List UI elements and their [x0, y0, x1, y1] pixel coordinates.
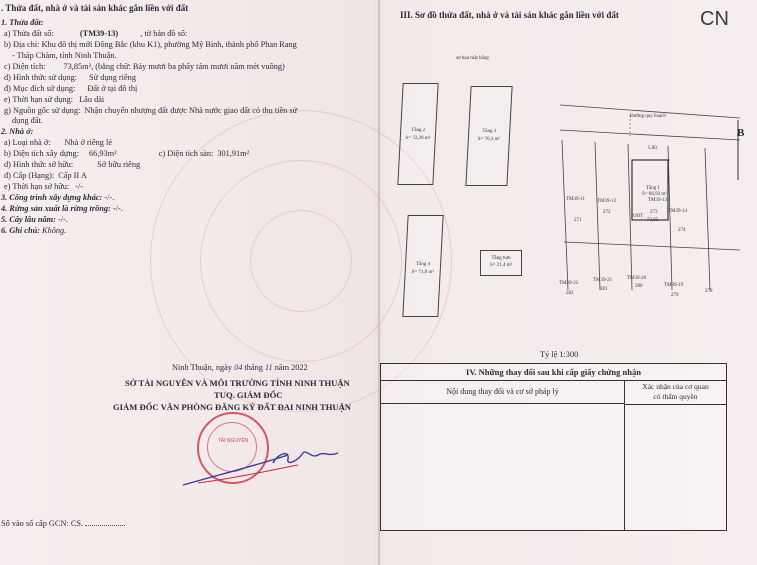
changes-table: [380, 363, 727, 531]
lot-odt: ODT: [633, 214, 644, 219]
changes-col-confirm: Xác nhận của cơ quan có thẩm quyền: [625, 381, 726, 405]
floor-4-plan: Tầng 4 S= 71,0 m²: [402, 215, 443, 317]
lot-label: 271: [574, 218, 582, 223]
house-build-area: b) Diện tích xây dựng: 66,93m² c) Diện tích sàn: 301,91m²: [4, 149, 250, 158]
issuing-department: SỞ TÀI NGUYÊN VÀ MÔI TRƯỜNG TỈNH NINH THUẬN: [125, 378, 350, 388]
land-address-cont: - Tháp Chàm, tỉnh Ninh Thuận.: [12, 51, 117, 60]
diagram-heading: III. Sơ đồ thửa đất, nhà ở và tài sản khác gắn liền với đất: [400, 10, 619, 20]
lot-label: TM39-12: [597, 199, 617, 204]
lot-number: 273: [650, 210, 658, 215]
perennial-trees: 5. Cây lâu năm: -/-.: [1, 215, 68, 224]
main-floor-area: S= 66,93 m²: [642, 192, 667, 197]
land-origin: g) Nguồn gốc sử dụng: Nhận chuyển nhượng đất được Nhà nước giao đất có thu tiền sử: [4, 106, 298, 115]
gcn-register-number: Số vào sổ cấp GCN: CS.: [1, 519, 125, 529]
signature: [178, 435, 348, 495]
floor-3-plan: Tầng 3 S= 70,3 m²: [465, 86, 512, 186]
house-type: a) Loại nhà ở: Nhà ở riêng lẻ: [4, 138, 113, 147]
lot-width: 5.00: [648, 146, 657, 151]
land-area: c) Diện tích: 73,85m², (bằng chữ: Bảy mươi ba phẩy tám mươi năm mét vuông): [4, 62, 285, 71]
land-address: b) Địa chỉ: Khu đô thị mới Đông Bắc (khu K1), phường Mỹ Bình, thành phố Phan Rang: [4, 40, 297, 49]
lot-label: 281: [600, 287, 608, 292]
land-use-purpose: đ) Mục đích sử dụng: Đất ở tại đô thị: [4, 84, 138, 93]
red-seal-stamp: TÀI NGUYÊN: [197, 412, 269, 484]
house-ownership: d) Hình thức sở hữu: Sở hữu riêng: [4, 160, 141, 169]
notes: 6. Ghi chú: Không.: [1, 226, 67, 235]
lot-label: TM39-11: [566, 197, 585, 202]
lot-label: 274: [678, 228, 686, 233]
watermark-ring: [250, 210, 352, 312]
other-constructions: 3. Công trình xây dựng khác: -/-.: [1, 193, 115, 202]
plan-title: sơ họa mặt bằng: [456, 56, 489, 61]
lot-label: 279: [671, 293, 679, 298]
lot-label: 280: [635, 284, 643, 289]
section-heading: . Thửa đất, nhà ở và tài sản khác gắn liền với đất: [1, 3, 189, 13]
roof-floor-plan: Tầng tum S= 21,4 m²: [480, 250, 522, 276]
land-origin-cont: dụng đất.: [12, 116, 43, 125]
lot-label: TM39-21: [593, 278, 613, 283]
signer-office: GIÁM ĐỐC VĂN PHÒNG ĐĂNG KÝ ĐẤT ĐAI NINH THUẬN: [113, 402, 352, 412]
issue-date: Ninh Thuận, ngày 04 tháng 11 năm 2022: [172, 363, 308, 372]
lot-label: 282: [566, 291, 574, 296]
land-title: 1. Thửa đất:: [1, 18, 44, 27]
house-term: e) Thời hạn sở hữu: -/-: [4, 182, 84, 191]
north-arrow-label: B: [737, 127, 745, 139]
land-use-term: e) Thời hạn sử dụng: Lâu dài: [4, 95, 105, 104]
lot-label: TM39-14: [668, 209, 688, 214]
authorization: TUQ. GIÁM ĐỐC: [214, 390, 283, 400]
lot-label: TM39-19: [664, 283, 684, 288]
floor-2-plan: Tầng 2 S= 72,28 m²: [397, 83, 438, 185]
house-title: 2. Nhà ở:: [1, 127, 34, 136]
production-forest: 4. Rừng sản xuất là rừng trồng: -/-.: [1, 204, 123, 213]
land-use-form: d) Hình thức sử dụng: Sử dụng riêng: [4, 73, 136, 82]
handwritten-mark: CN: [700, 8, 729, 30]
lot-label: 272: [603, 210, 611, 215]
road-label: Đường quy hoạch: [630, 114, 666, 119]
land-number-label: a) Thửa đất số: (TM39-13) , tờ bản đồ số:: [4, 29, 188, 38]
lot-label: 278: [705, 289, 713, 294]
lot-label: TM39-20: [627, 276, 647, 281]
lot-id: TM39-13: [648, 198, 668, 203]
scale-label: Tỷ lệ 1:300: [540, 350, 579, 359]
house-grade: đ) Cấp (Hạng): Cấp II A: [4, 171, 87, 180]
changes-table-title: IV. Những thay đổi sau khi cấp giấy chứng nhận: [381, 364, 726, 381]
changes-col-content: Nội dung thay đổi và cơ sở pháp lý: [381, 381, 625, 404]
lot-label: TM39-22: [559, 281, 579, 286]
lot-area: 73,85: [647, 218, 659, 223]
main-floor-label: Tầng 1: [646, 186, 661, 191]
